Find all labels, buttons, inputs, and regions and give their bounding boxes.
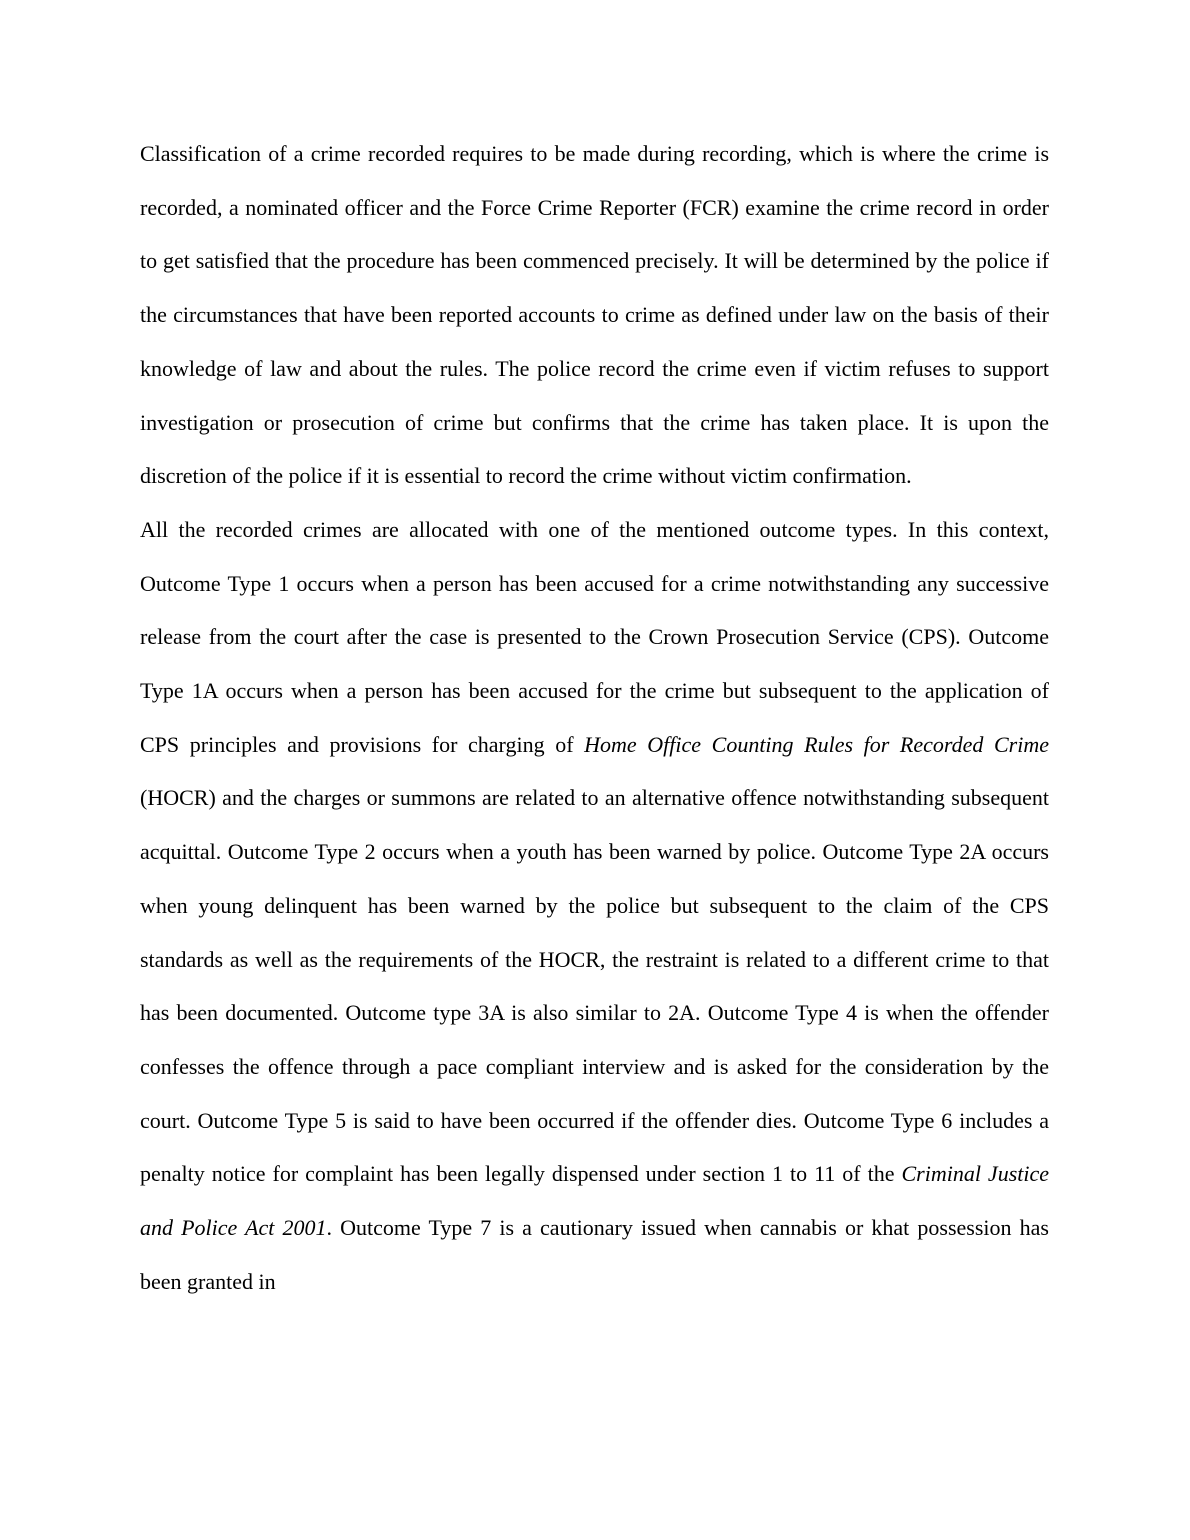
paragraph-text: (HOCR) and the charges or summons are related to an alternative offence notwithstanding subsequent acquittal. Outcome Type 2 occurs when a youth has been warned by police. Outcome Type 2A occurs when young delinquent has been warned by the police but subsequent to the claim of the CPS standards as well as the requirements of the HOCR, the restraint is related to a different crime to that has been documented. Outcome type 3A is also similar to 2A. Outcome Type 4 is when the offender confesses the offence through a pace compliant interview and is asked for the consideration by the court. Outcome Type 5 is said to have been occurred if the offender dies. Outcome Type 6 includes a penalty notice for complaint has been legally dispensed under section 1 to 11 of the <box>140 785 1049 1187</box>
italic-title-act: Criminal Justice and Police Act 2001 <box>140 1161 1050 1241</box>
paragraph-outcome-types <box>140 503 1049 1309</box>
paragraph-text: . Outcome Type 7 is a cautionary issued when cannabis or khat possession has been granted in <box>140 1215 1049 1294</box>
paragraph-text: All the recorded crimes are allocated with one of the mentioned outcome types. In this context, Outcome Type 1 occurs when a person has been accused for a crime notwithstanding any successive release from the court after the case is presented to the Crown Prosecution Service (CPS). Outcome Type 1A occurs when a person has been accused for the crime but subsequent to the application of CPS principles and provisions for charging of <box>140 516 1049 757</box>
paragraph-classification <box>140 127 1049 503</box>
document-body <box>140 127 1049 1308</box>
italic-title-hocr: Home Office Counting Rules for Recorded Crime <box>584 731 1049 757</box>
paragraph-text: Classification of a crime recorded requires to be made during recording, which is where the crime is recorded, a nominated officer and the Force Crime Reporter (FCR) examine the crime record in order to get satisfied that the procedure has been commenced precisely. It will be determined by the police if the circumstances that have been reported accounts to crime as defined under law on the basis of their knowledge of law and about the rules. The police record the crime even if victim refuses to support investigation or prosecution of crime but confirms that the crime has taken place. It is upon the discretion of the police if it is essential to record the crime without victim confirmation. <box>140 141 1049 489</box>
